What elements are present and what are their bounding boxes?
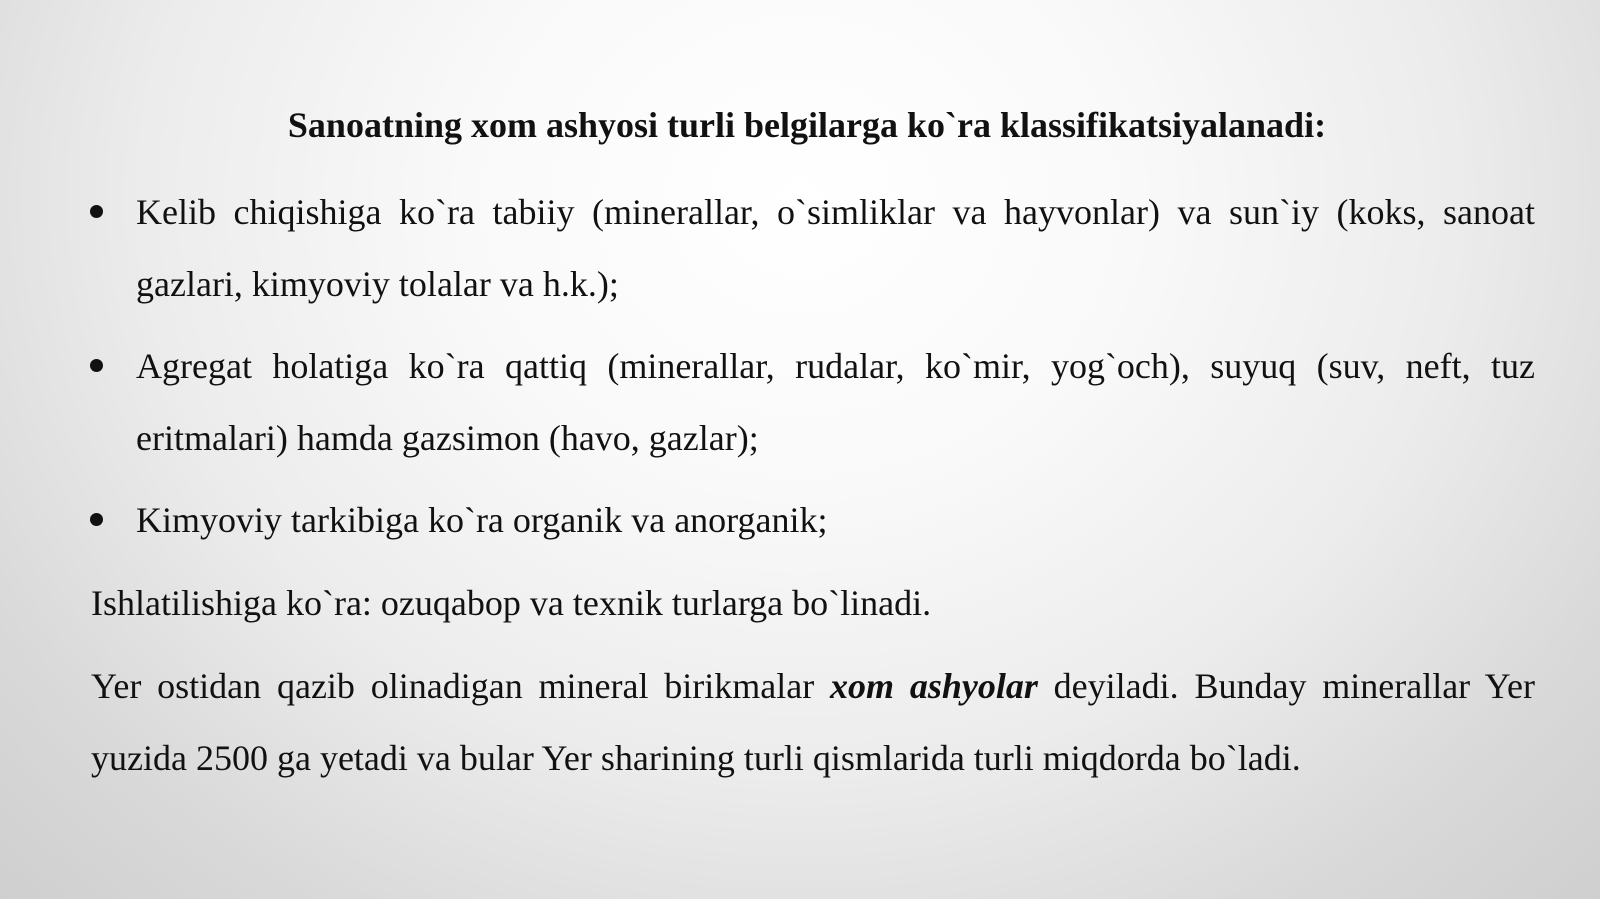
definition-text-after: deyiladi. Bunday minerallar Yer yuzida 2500 ga yetadi va bular Yer sharining turli qismlarida turli miqdorda bo`ladi. <box>91 666 1536 778</box>
definition-emphasis: xom ashyolar <box>830 666 1038 706</box>
bullet-dot-icon <box>90 205 103 218</box>
usage-paragraph: Ishlatilishiga ko`ra: ozuqabop va texnik turlarga bo`linadi. <box>91 583 932 623</box>
bullet-dot-icon <box>90 513 103 526</box>
definition-paragraph <box>91 650 1535 794</box>
bullet-item-state <box>136 330 1535 474</box>
slide-title: Sanoatning xom ashyosi turli belgilarga ko`ra klassifikatsiyalanadi: <box>287 105 1327 145</box>
bullet-text: Kimyoviy tarkibiga ko`ra organik va anorganik; <box>136 500 828 540</box>
bullet-item-composition <box>136 484 1535 556</box>
definition-text-before: Yer ostidan qazib olinadigan mineral birikmalar <box>91 666 831 706</box>
bullet-text: Agregat holatiga ko`ra qattiq (minerallar, rudalar, ko`mir, yog`och), suyuq (suv, neft, tuz eritmalari) hamda gazsimon (havo, gazlar); <box>136 346 1535 458</box>
bullet-text: Kelib chiqishiga ko`ra tabiiy (minerallar, o`simliklar va hayvonlar) va sun`iy (koks, sanoat gazlari, kimyoviy tolalar va h.k.); <box>136 192 1535 304</box>
bullet-item-origin <box>136 176 1535 320</box>
bullet-dot-icon <box>90 359 103 372</box>
